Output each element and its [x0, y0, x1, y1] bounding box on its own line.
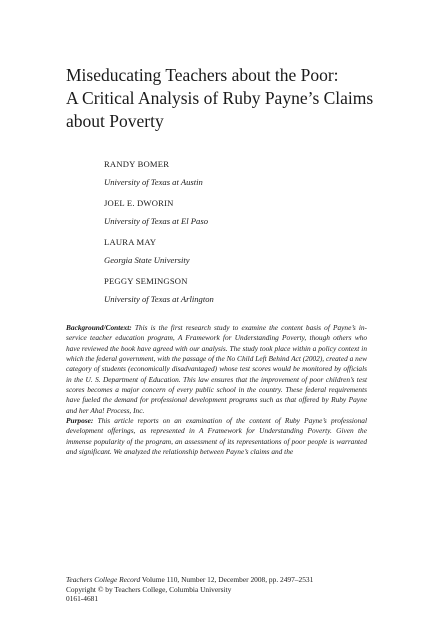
- citation-details: Volume 110, Number 12, December 2008, pp. 2497–2531: [140, 575, 314, 584]
- author-affiliation: University of Texas at Arlington: [104, 294, 214, 304]
- article-title: [66, 64, 406, 133]
- author-name: RANDY BOMER: [104, 159, 170, 169]
- page-footer: [66, 575, 396, 604]
- abstract-purpose-text: This article reports on an examination of the content of Ruby Payne’s professional development offerings, as represented in A Framework for Understanding Poverty. Given the immense popularity of the program, an assessment of its representations of poor people is warranted and significant. We analyzed the relationship between Payne’s claims and the: [66, 416, 367, 457]
- journal-name: Teachers College Record: [66, 575, 141, 584]
- author-affiliation: University of Texas at El Paso: [104, 216, 208, 226]
- author-name: LAURA MAY: [104, 237, 157, 247]
- abstract: [66, 323, 367, 457]
- abstract-background-label: Background/Context:: [66, 323, 132, 332]
- issn-line: 0161-4681: [66, 594, 99, 604]
- author-list: [104, 159, 404, 315]
- abstract-background-text: This is the first research study to examine the content basis of Payne’s in-service teacher education program, A Framework for Understanding Poverty, though others who have reviewed the book have agreed with our analysis. The study took place within a policy context in which the federal government, with the passage of the No Child Left Behind Act (2002), created a new category of students (economically disadvantaged) whose test scores would be monitored by officials in the U. S. Department of Education. This law ensures that the improvement of poor children’s test scores becomes a major concern of every public school in the country. These federal requirements have fueled the demand for professional development programs such as that offered by Ruby Payne and her Aha! Process, Inc.: [66, 323, 367, 415]
- author-affiliation: University of Texas at Austin: [104, 177, 203, 187]
- title-line-1: Miseducating Teachers about the Poor:: [66, 65, 339, 85]
- author-name: PEGGY SEMINGSON: [104, 276, 188, 286]
- author-block: [104, 159, 404, 188]
- author-block: [104, 198, 404, 227]
- copyright-line: Copyright © by Teachers College, Columbia University: [66, 584, 232, 594]
- title-line-3: about Poverty: [66, 111, 164, 131]
- author-block: [104, 276, 404, 305]
- author-block: [104, 237, 404, 266]
- citation-line: [66, 575, 396, 585]
- author-name: JOEL E. DWORIN: [104, 198, 174, 208]
- author-affiliation: Georgia State University: [104, 255, 190, 265]
- abstract-purpose-label: Purpose:: [66, 416, 94, 426]
- title-line-2: A Critical Analysis of Ruby Payne’s Claims: [66, 88, 374, 108]
